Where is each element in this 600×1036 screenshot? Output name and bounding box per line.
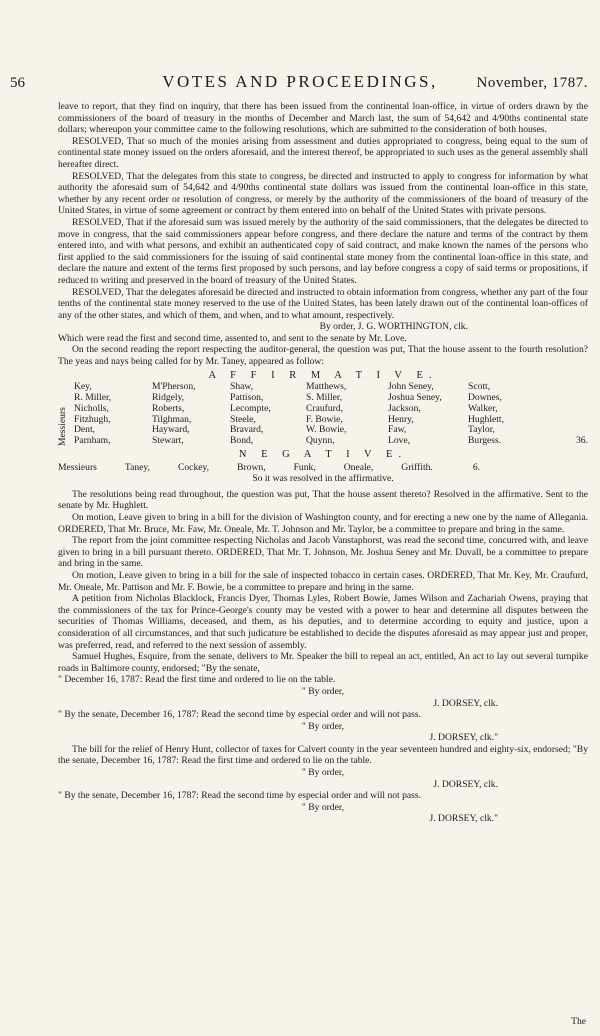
affirmative-member: Nicholls, [74,402,109,414]
negative-heading: N E G A T I V E. [238,449,408,461]
negative-member: Brown, [237,461,266,473]
paragraph-resolution-2: RESOLVED, That the delegates from this state to congress, be directed and instructed to apply to congress for information by what authority the aforesaid sum of 54,642 and 4/90ths continental state dollars was issued from the continental loan-office in this state, whether by any recent order or resolution of congress, or merely by the authority of the commissioners of the board of treasury of the United States, in virtue of some agreement or contract by them entered into on behalf of the United States with private persons. [58,170,588,217]
affirmative-member: Love, [388,435,411,447]
negative-member: Oneale, [343,461,374,473]
affirmative-heading: A F F I R M A T I V E. [208,369,438,381]
affirmative-member: Bravard, [230,424,264,436]
page-header [10,72,590,98]
affirmative-member: Downes, [468,392,502,404]
quote-by-order-2: " By order, [301,720,345,732]
paragraph-readings: Which were read the first and second time, assented to, and sent to the senate by Mr. Love. [58,332,407,344]
affirmative-member: Tilghman, [152,413,192,425]
paragraph-vanstaphorst: The report from the joint committee respecting Nicholas and Jacob Vanstaphorst, was read the second time, concurred with, and leave given to bring in a bill pursuant thereto. ORDERED, That Mr. T. Johnson, Mr. Joshua Seney and Mr. Duvall, be a committee to prepare and bring in the same. [58,535,588,570]
vote-result: So it was resolved in the affirmative. [252,473,394,485]
paragraph-washington-county: On motion, Leave given to bring in a bill for the division of Washington county, and for erecting a new one by the name of Allegania. ORDERED, That Mr. Bruce, Mr. Faw, Mr. Oneale, Mr. T. Johnson and Mr. Taylor, be a committee to prepare and bring in the same. [58,512,588,535]
signature-dorsey-2: J. DORSEY, clk." [429,732,498,744]
affirmative-member: Hughlett, [468,413,504,425]
affirmative-member: Steele, [230,413,256,425]
negative-member: Griffith. [401,461,433,473]
page-date: November, 1787. [476,75,588,91]
affirmative-member: Dent, [74,424,96,436]
affirmative-member: Key, [74,381,92,393]
affirmative-member: R. Miller, [74,392,112,404]
affirmative-member: Parnham, [74,435,111,447]
paragraph-resolution-1: RESOLVED, That so much of the monies arising from assessment and duties appropriated to congress, being equal to the sum of continental state money issued on the orders aforesaid, and the interest thereof, be appropriated to such uses as the general assembly shall hereafter direct. [58,135,588,170]
quote-second-reading-2: " By the senate, December 16, 1787: Read the second time by especial order and will not pass. [58,790,422,802]
affirmative-member: Lecompte, [230,402,271,414]
affirmative-member: Shaw, [230,381,254,393]
affirmative-member: Bond, [230,435,254,447]
paragraph-yeas-nays: On the second reading the report respecting the auditor-general, the question was put, That the house assent to the fourth resolution? The yeas and nays being called for by Mr. Taney, appeared as follow: [58,344,588,368]
affirmative-member: Henry, [388,413,414,425]
affirmative-member: Burgess. [468,435,502,447]
affirmative-member: Faw, [388,424,407,436]
paragraph-resolution-4: RESOLVED, That the delegates aforesaid be directed and instructed to obtain information from congress, whether any part of the four tenths of the continental state money reserved to the use of the United States, has been lately drawn out of the continental loan-offices of any of the other states, and which of them, and when, and to what amount, respectively. [58,286,588,321]
negative-list [58,462,588,474]
affirmative-member: M'Pherson, [152,381,196,393]
paragraph-henry-hunt: The bill for the relief of Henry Hunt, collector of taxes for Calvert county in the year seventeen hundred and eighty-six, endorsed; "By the senate, December 16, 1787: Read the first time and ordered to lie on the table. [58,743,588,767]
paragraph-resolution-3: RESOLVED, That if the aforesaid sum was issued merely by the authority of the said commissioners, that the delegates be directed to move in congress, that the said commissioners appear before congress, and there declare the nature and terms of the contract by them entered into, and with what persons, and exhibit an authenticated copy of said contract, and make known the names of the persons who first applied to the said commissioners for the issuing of said continental state money from the continental loan-office in this state, and declare the nature and extent of the terms first proposed by such persons, and lay before congress a copy of said terms or propositions, if reduced to writing and preserved in the board of treasury of the United States. [58,216,588,286]
affirmative-member: Hayward, [152,424,190,436]
negative-member: Cockey, [177,461,210,473]
affirmative-member: Walker, [468,402,498,414]
affirmative-member: Joshua Seney, [388,392,442,404]
affirmative-member: Ridgely, [152,392,185,404]
affirmative-member: Matthews, [306,381,347,393]
affirmative-count: 36. [576,435,588,447]
affirmative-member: Craufurd, [306,402,344,414]
paragraph-petition: A petition from Nicholas Blacklock, Francis Dyer, Thomas Lyles, Robert Bowie, James Wilson and Zachariah Owens, praying that the commissioners of the tax for Prince-George's county may be vested with a power to hear and determine all disputes between the securities of Thomas Williams, deceased, and them, as his deputies, and to determine according to equity and justice, upon a consideration of all circumstances, and that such judicature be established to decide the disputes aforesaid as may appear just and proper, was preferred, read, and referred to the next session of assembly. [58,593,588,651]
affirmative-member: Fitzhugh, [74,413,111,425]
paragraph-hughes-bill: Samuel Hughes, Esquire, from the senate, delivers to Mr. Speaker the bill to repeal an act, entitled, An act to lay out several turnpike roads in Baltimore county, endorsed; "By the senate, [58,651,588,674]
affirmative-list [58,382,588,447]
page-number: 56 [10,75,25,91]
quote-by-order-3: " By order, [301,767,345,779]
affirmative-member: Roberts, [152,402,185,414]
paragraph-resolutions-read: The resolutions being read throughout, the question was put, That the house assent thereto? Resolved in the affirmative. Sent to the senate by Mr. Hughlett. [58,488,588,512]
signature-dorsey-4: J. DORSEY, clk." [429,813,498,825]
negative-label: Messieurs [58,461,97,473]
negative-count: 6. [472,461,481,473]
affirmative-member: Taylor, [468,424,495,436]
page-title: VOTES AND PROCEEDINGS, [162,72,438,91]
affirmative-member: W. Bowie, [306,424,347,436]
quote-first-reading: " December 16, 1787: Read the first time and ordered to lie on the table. [58,674,336,686]
quote-by-order-4: " By order, [301,801,345,813]
affirmative-member: Scott, [468,381,491,393]
affirmative-member: Pattison, [230,392,264,404]
page-body [58,101,588,825]
affirmative-member: Jackson, [388,402,421,414]
affirmative-member: F. Bowie, [306,413,343,425]
messieurs-side-label: Messieurs [57,407,68,447]
signature-dorsey-3: J. DORSEY, clk. [433,778,498,790]
signature-dorsey-1: J. DORSEY, clk. [433,697,498,709]
negative-member: Taney, [124,461,150,473]
negative-member: Funk, [293,461,316,473]
quote-by-order-1: " By order, [301,685,345,697]
signature-worthington: By order, J. G. WORTHINGTON, clk. [319,321,468,333]
paragraph-tobacco: On motion, Leave given to bring in a bill for the sale of inspected tobacco in certain cases. ORDERED, That Mr. Key, Mr. Craufurd, Mr. Oneale, Mr. Pattison and Mr. F. Bowie, be a committee to prepare and bring in the same. [58,569,588,593]
affirmative-member: Quynn, [306,435,335,447]
affirmative-member: Stewart, [152,435,184,447]
affirmative-member: S. Miller, [306,392,343,404]
paragraph-report-continuation: leave to report, that they find on inquiry, that there has been issued from the continental loan-office, in virtue of orders drawn by the commissioners of the board of treasury in the months of December and March last, the sum of 54,642 and 4/90ths continental state dollars; whereupon your committee came to the following resolutions, which are submitted to the consideration of both houses. [58,101,588,136]
catchword: The [571,1016,586,1028]
affirmative-member: John Seney, [388,381,434,393]
quote-second-reading: " By the senate, December 16, 1787: Read the second time by especial order and will not pass. [58,709,422,721]
